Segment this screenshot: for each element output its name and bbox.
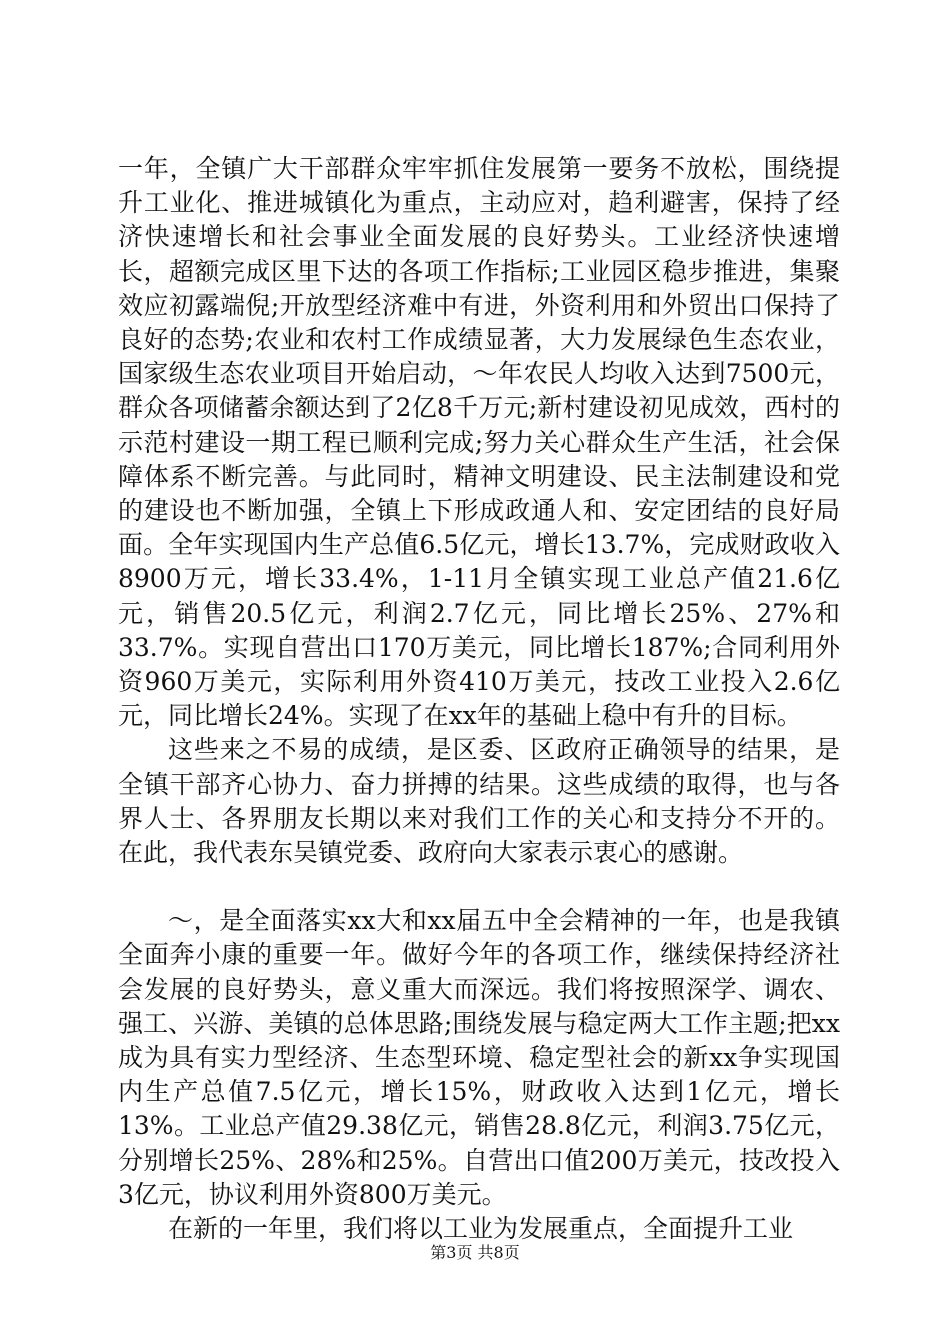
paragraph-gap (118, 870, 840, 904)
paragraph: 一年，全镇广大干部群众牢牢抓住发展第一要务不放松，围绕提升工业化、推进城镇化为重点，主动应对，趋利避害，保持了经济快速增长和社会事业全面发展的良好势头。工业经济快速增长，超额完成区里下达的各项工作指标;工业园区稳步推进，集聚效应初露端倪;开放型经济难中有进，外资利用和外贸出口保持了良好的态势;农业和农村工作成绩显著，大力发展绿色生态农业，国家级生态农业项目开始启动，～年农民人均收入达到7500元，群众各项储蓄余额达到了2亿8千万元;新村建设初见成效，西村的示范村建设一期工程已顺利完成;努力关心群众生产生活，社会保障体系不断完善。与此同时，精神文明建设、民主法制建设和党的建设也不断加强，全镇上下形成政通人和、安定团结的良好局面。全年实现国内生产总值6.5亿元，增长13.7%，完成财政收入8900万元，增长33.4%，1-11月全镇实现工业总产值21.6亿元，销售20.5亿元，利润2.7亿元，同比增长25%、27%和33.7%。实现自营出口170万美元，同比增长187%;合同利用外资960万美元，实际利用外资410万美元，技改工业投入2.6亿元，同比增长24%。实现了在xx年的基础上稳中有升的目标。 (118, 154, 840, 731)
paragraph: ～，是全面落实xx大和xx届五中全会精神的一年，也是我镇全面奔小康的重要一年。做好今年的各项工作，继续保持经济社会发展的良好势头，意义重大而深远。我们将按照深学、调农、强工、兴游、美镇的总体思路;围绕发展与稳定两大工作主题;把xx成为具有实力型经济、生态型环境、稳定型社会的新xx争实现国内生产总值7.5亿元，增长15%，财政收入达到1亿元，增长13%。工业总产值29.38亿元，销售28.8亿元，利润3.75亿元，分别增长25%、28%和25%。自营出口值200万美元，技改投入3亿元，协议利用外资800万美元。 (118, 906, 840, 1209)
paragraph: 这些来之不易的成绩，是区委、区政府正确领导的结果，是全镇干部齐心协力、奋力拼搏的结果。这些成绩的取得，也与各界人士、各界朋友长期以来对我们工作的关心和支持分不开的。在此，我代表东吴镇党委、政府向大家表示衷心的感谢。 (118, 735, 840, 868)
body-text (118, 152, 840, 1246)
page-number-footer: 第3页 共8页 (430, 1243, 520, 1262)
paragraph: 在新的一年里，我们将以工业为发展重点，全面提升工业 (168, 1214, 794, 1244)
